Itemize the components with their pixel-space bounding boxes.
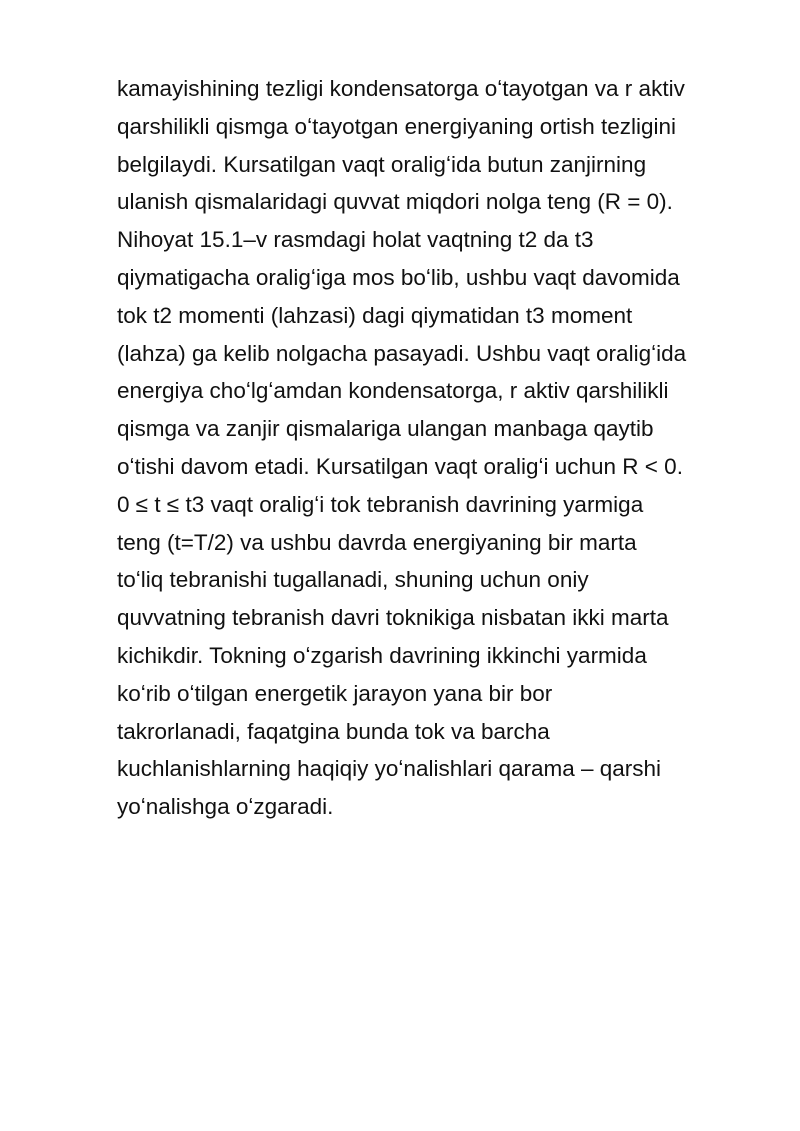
text-line-13: teng (t=T/2) va ushbu davrda energiyaning bir marta: [117, 529, 637, 555]
text-line-16: kichikdir. Tokning oʻzgarish davrining ikkinchi yarmida: [117, 642, 647, 668]
text-line-3: belgilaydi. Kursatilgan vaqt oraligʻida butun zanjirning: [117, 151, 647, 177]
text-line-4: ulanish qismalaridagi quvvat miqdori nolga teng (R = 0).: [117, 189, 673, 215]
text-line-8: (lahza) ga kelib nolgacha pasayadi. Ushbu vaqt oraligʻida: [117, 340, 687, 366]
text-line-2: qarshilikli qismga oʻtayotgan energiyaning ortish tezligini: [117, 113, 677, 139]
text-line-6: qiymatigacha oraligʻiga mos boʻlib, ushbu vaqt davomida: [117, 264, 680, 290]
text-line-10: qismga va zanjir qismalariga ulangan manbaga qaytib: [117, 416, 654, 442]
text-line-5: Nihoyat 15.1–v rasmdagi holat vaqtning t2 da t3: [117, 227, 594, 253]
text-line-1: kamayishining tezligi kondensatorga oʻtayotgan va r aktiv: [117, 76, 685, 101]
body-paragraph: [117, 70, 747, 826]
text-line-18: takrorlanadi, faqatgina bunda tok va barcha: [117, 718, 550, 744]
text-line-20: yoʻnalishga oʻzgaradi.: [117, 794, 334, 820]
text-line-17: koʻrib oʻtilgan energetik jarayon yana bir bor: [117, 680, 553, 706]
text-line-12: 0 ≤ t ≤ t3 vaqt oraligʻi tok tebranish davrining yarmiga: [117, 491, 644, 517]
text-line-15: quvvatning tebranish davri toknikiga nisbatan ikki marta: [117, 605, 669, 631]
text-line-7: tok t2 momenti (lahzasi) dagi qiymatidan t3 moment: [117, 302, 633, 328]
text-line-11: oʻtishi davom etadi. Kursatilgan vaqt oraligʻi uchun R < 0.: [117, 453, 683, 479]
text-line-14: toʻliq tebranishi tugallanadi, shuning uchun oniy: [117, 567, 589, 593]
text-line-19: kuchlanishlarning haqiqiy yoʻnalishlari qarama – qarshi: [117, 756, 662, 782]
text-line-9: energiya choʻlgʻamdan kondensatorga, r aktiv qarshilikli: [117, 378, 669, 404]
